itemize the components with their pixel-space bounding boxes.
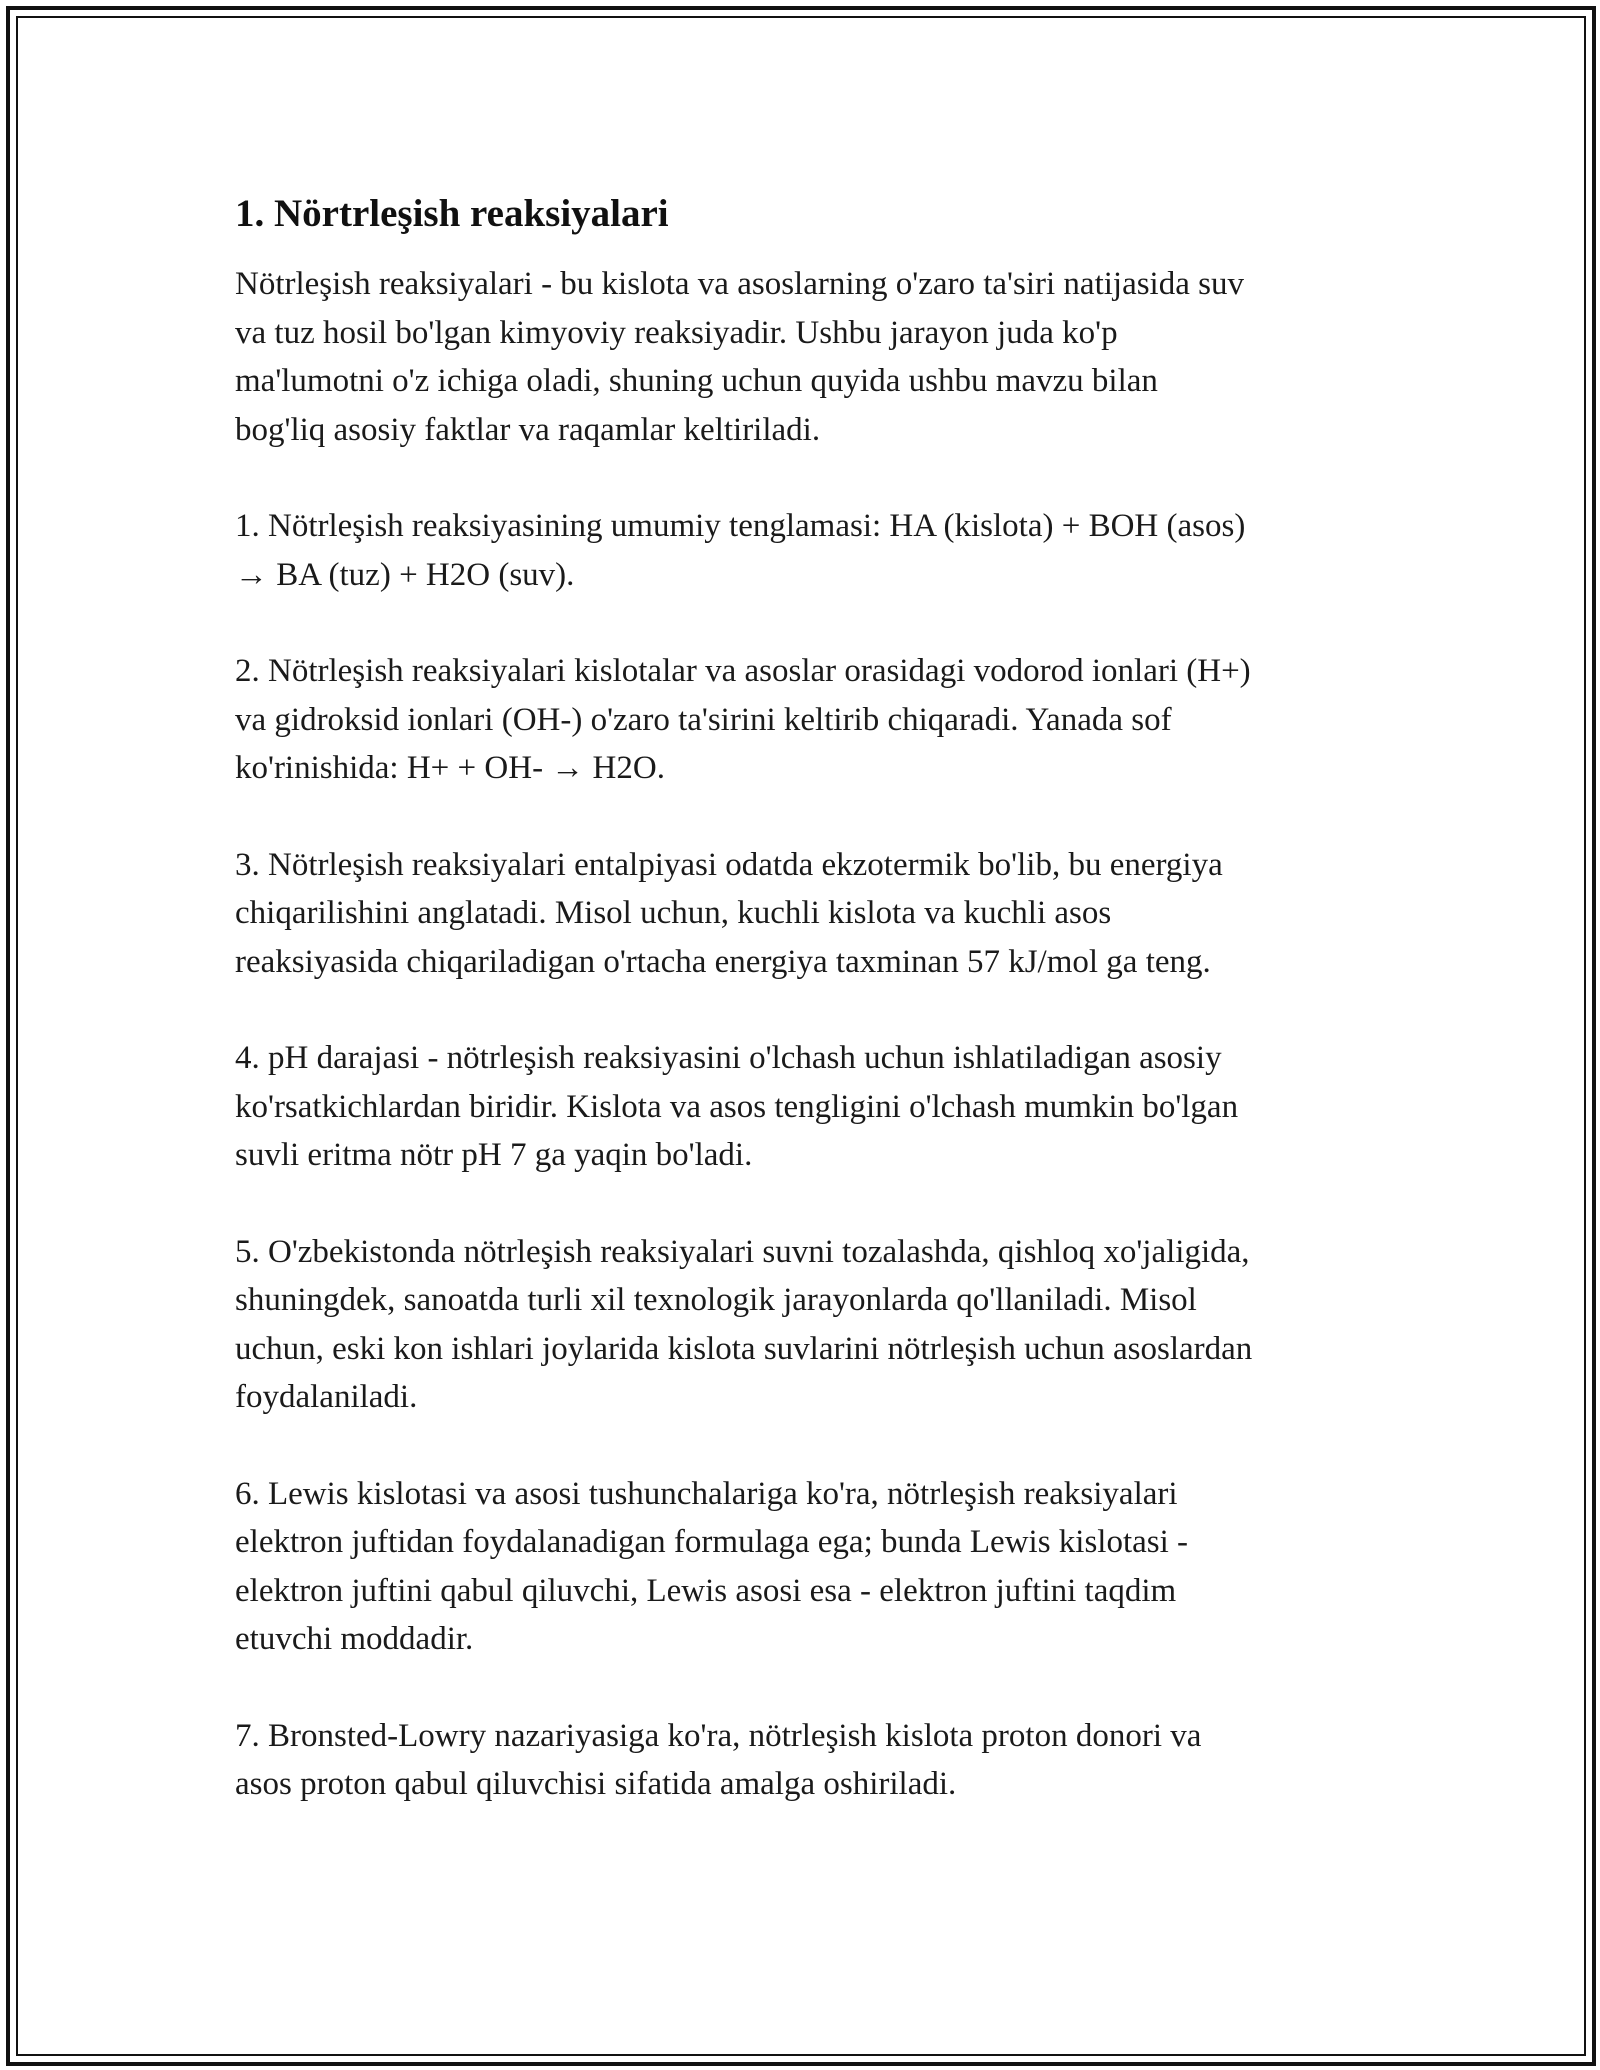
fact-item-5: 5. O'zbekistonda nötrleşish reaksiyalari suvni tozalashda, qishloq xo'jaligida, shuningdek, sanoatda turli xil texnologik jarayonlarda qo'llaniladi. Misol uchun, eski kon ishlari joylarida kislota suvlarini nötrleşish uchun asoslardan foydalaniladi.: [235, 1233, 1253, 1415]
fact-item-1: 1. Nötrleşish reaksiyasining umumiy tenglamasi: HA (kislota) + BOH (asos) → BA (tuz) + H2O (suv).: [235, 508, 1246, 593]
document-body: [235, 186, 1375, 1857]
fact-item-4: 4. pH darajasi - nötrleşish reaksiyasini o'lchash uchun ishlatiladigan asosiy ko'rsatkichlardan biridir. Kislota va asos tengligini o'lchash mumkin bo'lgan suvli eritma nötr pH 7 ga yaqin bo'ladi.: [235, 1040, 1239, 1173]
fact-item-6: 6. Lewis kislotasi va asosi tushunchalariga ko'ra, nötrleşish reaksiyalari elektron juftidan foydalanadigan formulaga ega; bunda Lewis kislotasi - elektron juftini qabul qiluvchi, Lewis asosi esa - elektron juftini taqdim etuvchi moddadir.: [235, 1475, 1189, 1657]
intro-paragraph: Nötrleşish reaksiyalari - bu kislota va asoslarning o'zaro ta'siri natijasida suv va tuz hosil bo'lgan kimyoviy reaksiyadir. Ushbu jarayon juda ko'p ma'lumotni o'z ichiga oladi, shuning uchun quyida ushbu mavzu bilan bog'liq asosiy faktlar va raqamlar keltiriladi.: [235, 266, 1244, 448]
section-heading: 1. Nörtrleşish reaksiyalari: [235, 192, 669, 235]
fact-item-2: 2. Nötrleşish reaksiyalari kislotalar va asoslar orasidagi vodorod ionlari (H+) va gidroksid ionlari (OH-) o'zaro ta'sirini keltirib chiqaradi. Yanada sof ko'rinishida: H+ + OH- → H2O.: [235, 653, 1251, 786]
fact-item-3: 3. Nötrleşish reaksiyalari entalpiyasi odatda ekzotermik bo'lib, bu energiya chiqarilishini anglatadi. Misol uchun, kuchli kislota va kuchli asos reaksiyasida chiqariladigan o'rtacha energiya taxminan 57 kJ/mol ga teng.: [235, 846, 1223, 980]
fact-item-7: 7. Bronsted-Lowry nazariyasiga ko'ra, nötrleşish kislota proton donori va asos proton qabul qiluvchisi sifatida amalga oshiriladi.: [235, 1717, 1202, 1802]
